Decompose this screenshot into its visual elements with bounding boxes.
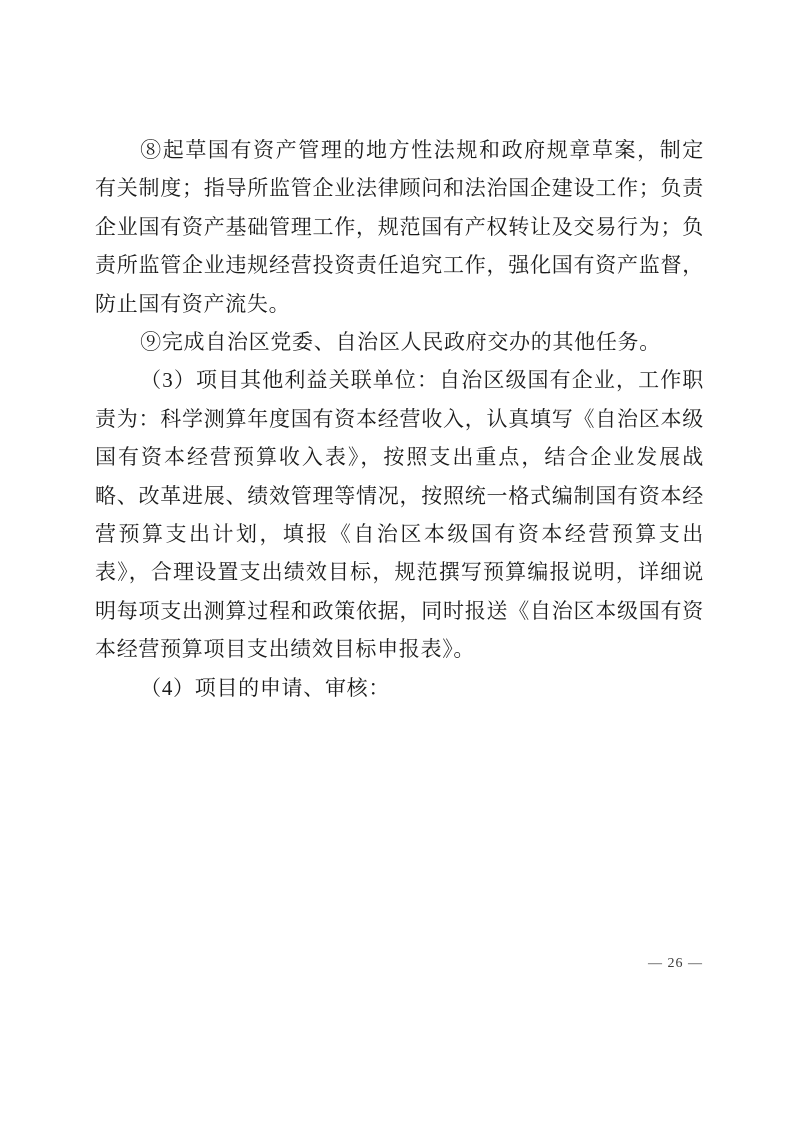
- document-body: [95, 131, 704, 707]
- paragraph-item-3: （3）项目其他利益关联单位：自治区级国有企业，工作职责为：科学测算年度国有资本经营收入，认真填写《自治区本级国有资本经营预算收入表》，按照支出重点，结合企业发展战略、改革进展、绩效管理等情况，按照统一格式编制国有资本经营预算支出计划，填报《自治区本级国有资本经营预算支出表》，合理设置支出绩效目标，规范撰写预算编报说明，详细说明每项支出测算过程和政策依据，同时报送《自治区本级国有资本经营预算项目支出绩效目标申报表》。: [95, 368, 704, 662]
- paragraph-clause-8: ⑧起草国有资产管理的地方性法规和政府规章草案，制定有关制度；指导所监管企业法律顾问和法治国企建设工作；负责企业国有资产基础管理工作，规范国有产权转让及交易行为；负责所监管企业违规经营投资责任追究工作，强化国有资产监督，防止国有资产流失。: [95, 138, 704, 316]
- paragraph-clause-9: ⑨完成自治区党委、自治区人民政府交办的其他任务。: [140, 330, 661, 355]
- paragraph-item-4: （4）项目的申请、审核：: [140, 675, 391, 700]
- page-number: — 26 —: [648, 956, 703, 971]
